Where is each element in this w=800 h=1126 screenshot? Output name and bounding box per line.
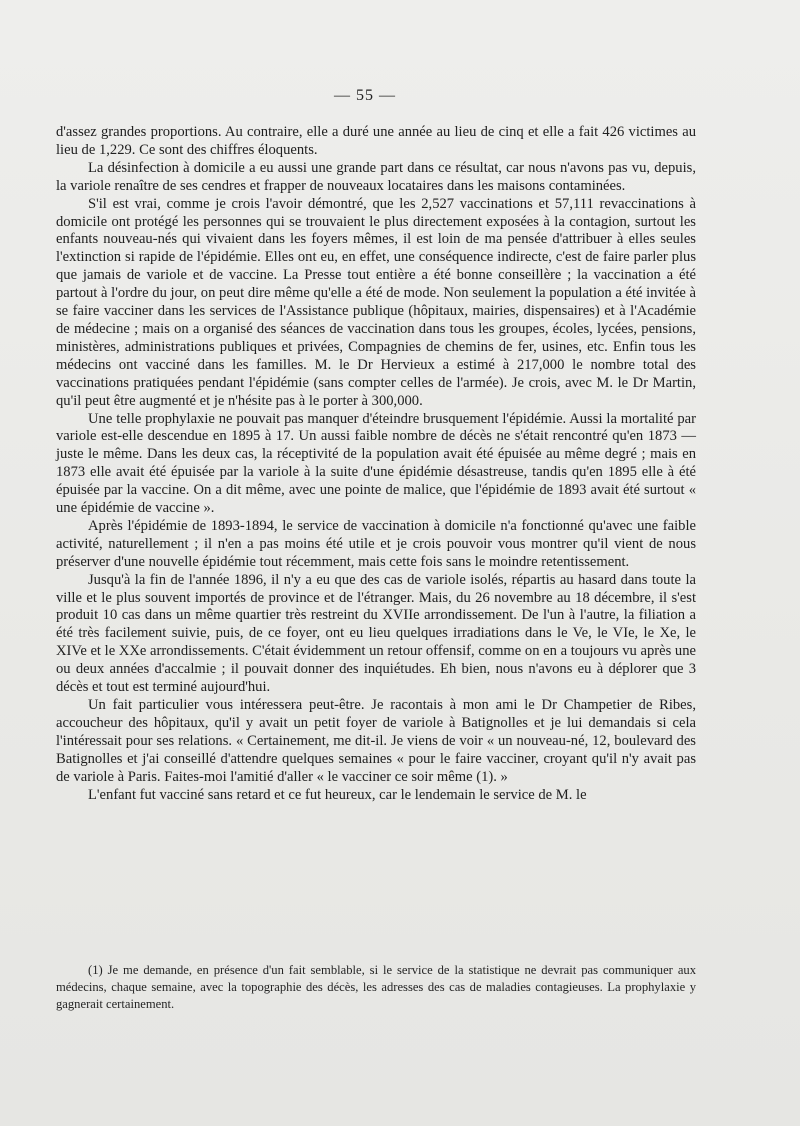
paragraph-2: La désinfection à domicile a eu aussi une grande part dans ce résultat, car nous n'avons pas vu, depuis, la variole renaître de ses cendres et frapper de nouveaux locataires dans les maisons contaminées. (56, 159, 696, 194)
body-text (56, 124, 696, 804)
paragraph-1: d'assez grandes proportions. Au contraire, elle a duré une année au lieu de cinq et elle a fait 426 victimes au lieu de 1,229. Ce sont des chiffres éloquents. (56, 124, 696, 158)
paragraph-5: Après l'épidémie de 1893-1894, le service de vaccination à domicile n'a fonctionné qu'avec une faible activité, naturellement ; il n'en a pas moins été utile et je crois pouvoir vous montrer qu'il vient de nous préserver d'une nouvelle épidémie tout récemment, mais cette fois sans le moindre retentissement. (56, 517, 696, 570)
paragraph-6: Jusqu'à la fin de l'année 1896, il n'y a eu que des cas de variole isolés, répartis au hasard dans toute la ville et le plus souvent importés de province et de l'étranger. Mais, du 26 novembre au 18 décembre, il s'est produit 10 cas dans un même quartier très restreint du XVIIe arrondissement. De l'un à l'autre, la filiation a été très facilement suivie, puis, de ce foyer, ont eu lieu quelques irradiations dans le Ve, le VIe, le Xe, le XIVe et le XXe arrondissements. C'était évidemment un retour offensif, comme on en a toujours vu après une ou deux années d'accalmie ; il pouvait donner des inquiétudes. Eh bien, nous n'avons eu à déplorer que 3 décès et tout est terminé aujourd'hui. (56, 571, 696, 696)
paragraph-3: S'il est vrai, comme je crois l'avoir démontré, que les 2,527 vaccinations et 57,111 revaccinations à domicile ont protégé les personnes qui se trouvaient le plus directement exposées à la contagion, surtout les enfants nouveau-nés qui vivaient dans les foyers mêmes, il est loin de ma pensée d'attribuer à elles seules l'extinction si rapide de l'épidémie. Elles ont eu, en effet, une conséquence indirecte, c'est de faire parler plus que jamais de variole et de vaccine. La Presse tout entière a été bonne conseillère ; la vaccination a été partout à l'ordre du jour, on peut dire même qu'elle a été de mode. Non seulement la population a été invitée à se faire vacciner dans les services de l'Assistance publique (hôpitaux, mairies, dispensaires) et à l'Académie de médecine ; mais on a organisé des séances de vaccination dans tous les groupes, écoles, lycées, pensions, ministères, administrations publiques et privées, Compagnies de chemins de fer, usines, etc. Enfin tous les médecins ont vacciné dans les familles. M. le Dr Hervieux a estimé à 217,000 le nombre total des vaccinations pratiquées pendant l'épidémie (sans compter celles de l'armée). Je crois, avec M. le Dr Martin, qu'il peut être augmenté et je n'hésite pas à le porter à 300,000. (56, 195, 696, 409)
page-number: — 55 — (334, 87, 396, 104)
footnote-text: (1) Je me demande, en présence d'un fait semblable, si le service de la statistique ne devrait pas communiquer aux médecins, chaque semaine, avec la topographie des décès, les adresses des cas de maladies contagieuses. La prophylaxie y gagnerait certainement. (56, 963, 696, 1011)
paragraph-7: Un fait particulier vous intéressera peut-être. Je racontais à mon ami le Dr Champetier de Ribes, accoucheur des hôpitaux, qu'il y avait un petit foyer de variole à Batignolles et je lui demandais si cela l'intéressait pour ses relations. « Certainement, me dit-il. Je viens de voir « un nouveau-né, 12, boulevard des Batignolles et j'ai conseillé d'attendre quelques semaines « pour le faire vacciner, croyant qu'il n'y avait pas de variole à Paris. Faites-moi l'amitié d'aller « le vacciner ce soir même (1). » (56, 697, 696, 785)
paragraph-8: L'enfant fut vacciné sans retard et ce fut heureux, car le lendemain le service de M. le (88, 786, 587, 803)
footnote (56, 962, 696, 1013)
paragraph-4: Une telle prophylaxie ne pouvait pas manquer d'éteindre brusquement l'épidémie. Aussi la mortalité par variole est-elle descendue en 1895 à 17. Un aussi faible nombre de décès ne s'était rencontré qu'en 1873 — juste le même. Dans les deux cas, la réceptivité de la population avait été épuisée au même degré ; mais en 1873 elle avait été épuisée par la variole à la suite d'une épidémie désastreuse, tandis qu'en 1895 elle à été épuisée par la vaccine. On a dit même, avec une pointe de malice, que l'épidémie de 1893 avait été surtout « une épidémie de vaccine ». (56, 410, 696, 517)
